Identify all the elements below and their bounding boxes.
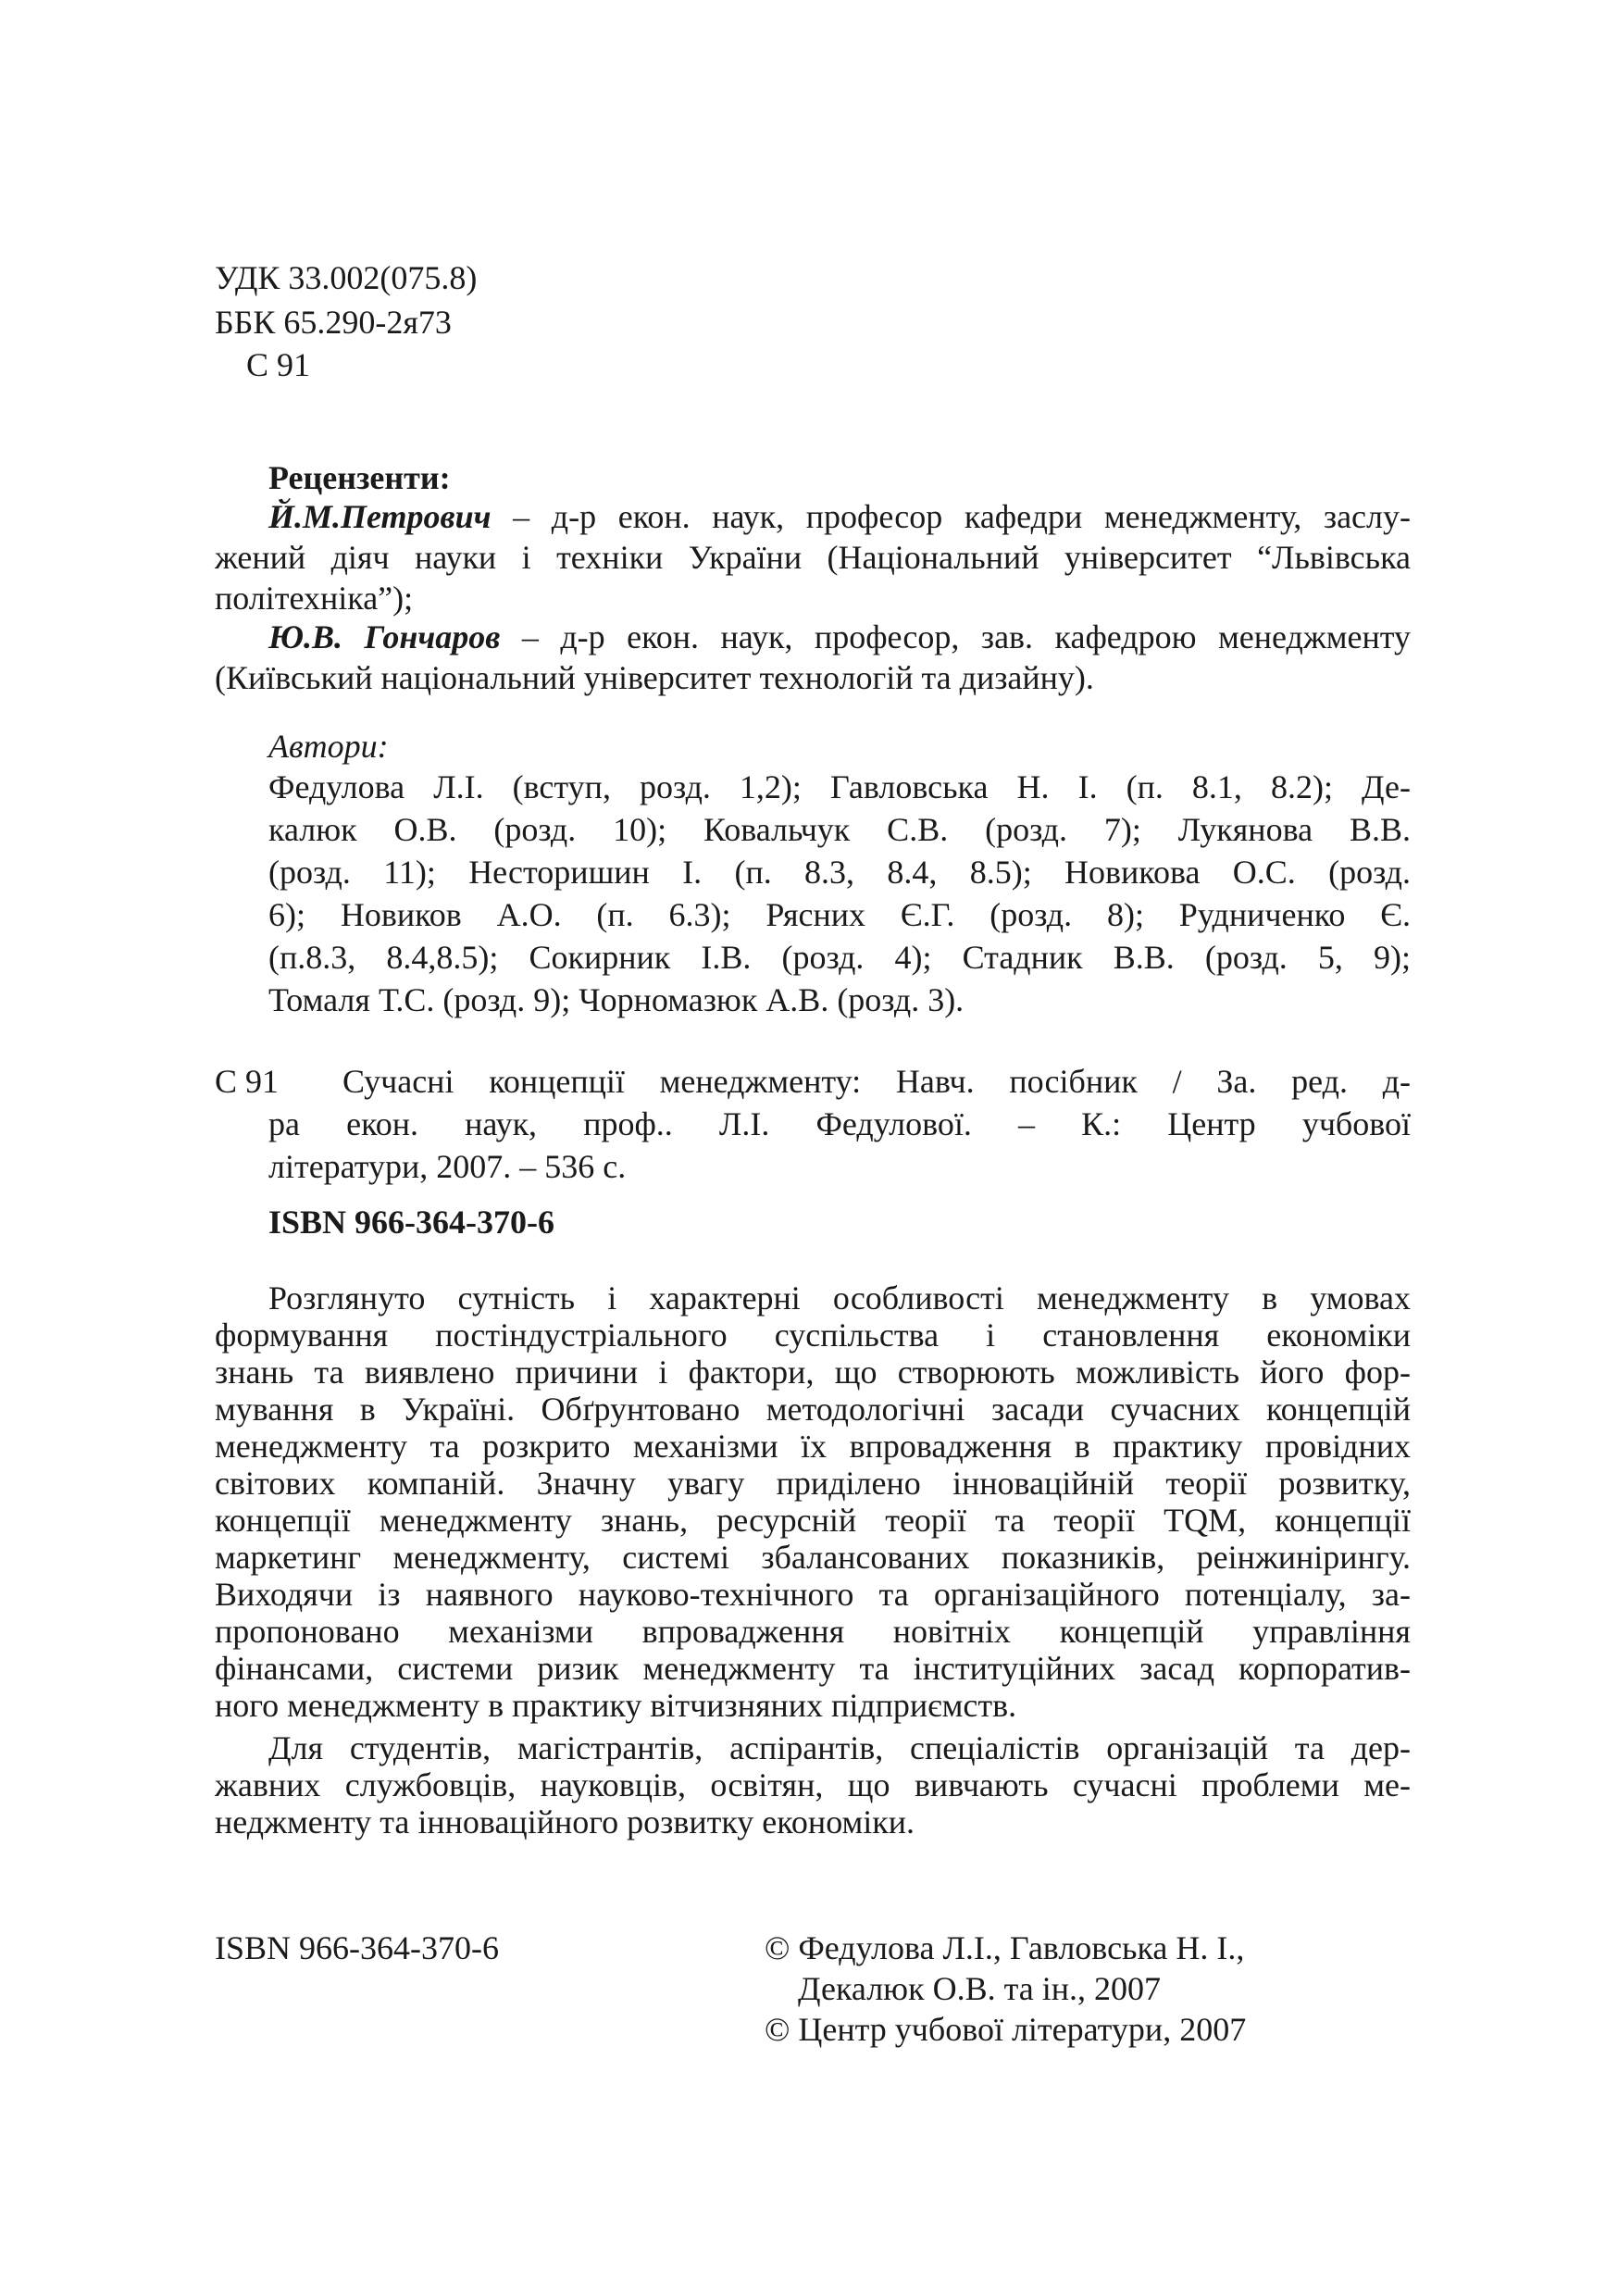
annotation-p1-line-11: фінансами, системи ризик менеджменту та інституційних засад корпоратив- [215,1650,1411,1687]
annotation-p1-line-10: пропоновано механізми впровадження новітніх концепцій управління [215,1613,1411,1650]
annotation-p1-line-6: світових компаній. Значну увагу приділено інноваційній теорії розвитку, [215,1465,1411,1502]
reviewer-1-name: Й.М.Петрович [268,498,492,535]
catalog-mark: С 91 [215,1063,280,1100]
reviewer-1-line2: жений діяч науки і техніки України (Національний університет “Львівська [215,539,1411,576]
authors-line-2: калюк О.В. (розд. 10); Ковальчук С.В. (розд. 7); Лукянова В.В. [268,811,1411,848]
annotation-p2-line-1: Для студентів, магістрантів, аспірантів, спеціалістів організацій та дер- [268,1729,1411,1766]
reviewer-2-line2: (Київський національний університет технологій та дизайну). [215,659,1094,696]
reviewer-1-desc: – д-р екон. наук, професор кафедри менеджменту, заслу- [491,498,1411,535]
authors-line-1: Федулова Л.І. (вступ, розд. 1,2); Гавловська Н. І. (п. 8.1, 8.2); Де- [268,768,1411,805]
annotation-p1-line-9: Виходячи із наявного науково-технічного та організаційного потенціалу, за- [215,1576,1411,1613]
annotation-p1-line-8: маркетинг менеджменту, системі збалансованих показників, реінжинірингу. [215,1539,1411,1576]
annotation-p1-line-5: менеджменту та розкрито механізми їх впровадження в практику провідних [215,1428,1411,1465]
bbk-code: ББК 65.290-2я73 [215,304,452,341]
authors-line-3: (розд. 11); Несторишин І. (п. 8.3, 8.4, 8.5); Новикова О.С. (розд. [268,854,1411,891]
annotation-p1-line-12: ного менеджменту в практику вітчизняних підприємств. [215,1687,1017,1724]
authors-line-6: Томаля Т.С. (розд. 9); Чорномазюк А.В. (розд. 3). [268,981,965,1018]
catalog-line-1: Сучасні концепції менеджменту: Навч. посібник / За. ред. д- [342,1063,1411,1100]
reviewer-2-line1 [268,615,1411,659]
reviewers-heading: Рецензенти: [268,459,451,496]
authors-line-4: 6); Новиков А.О. (п. 6.3); Рясних Є.Г. (розд. 8); Рудниченко Є. [268,896,1411,933]
authors-heading: Автори: [268,728,389,765]
annotation-p2-line-3: неджменту та інноваційного розвитку економіки. [215,1803,915,1841]
catalog-line-3: літератури, 2007. – 536 с. [268,1148,627,1185]
reviewer-1-line1 [268,494,1411,539]
copyright-publisher: © Центр учбової літератури, 2007 [765,2011,1247,2048]
annotation-p1-line-1: Розглянуто сутність і характерні особливості менеджменту в умовах [268,1279,1411,1316]
copyright-authors-line2: Декалюк О.В. та ін., 2007 [798,1970,1161,2007]
catalog-isbn: ISBN 966-364-370-6 [268,1204,555,1241]
annotation-p1-line-4: мування в Україні. Обґрунтовано методологічні засади сучасних концепцій [215,1391,1411,1428]
footer-isbn: ISBN 966-364-370-6 [215,1929,499,1966]
copyright-authors-line1: © Федулова Л.І., Гавловська Н. І., [765,1929,1245,1966]
annotation-p1-line-3: знань та виявлено причини і фактори, що створюють можливість його фор- [215,1354,1411,1391]
author-mark: С 91 [246,346,311,383]
annotation-p2-line-2: жавних службовців, науковців, освітян, що вивчають сучасні проблеми ме- [215,1766,1411,1803]
reviewer-2-name: Ю.В. Гончаров [268,618,501,655]
catalog-line-2: ра екон. наук, проф.. Л.І. Федулової. – К.: Центр учбової [268,1105,1411,1142]
authors-line-5: (п.8.3, 8.4,8.5); Сокирник І.В. (розд. 4); Стадник В.В. (розд. 5, 9); [268,939,1411,976]
reviewer-2-desc: – д-р екон. наук, професор, зав. кафедрою менеджменту [500,618,1411,655]
reviewer-1-line3: політехніка”); [215,580,414,617]
annotation-p1-line-2: формування постіндустріального суспільства і становлення економіки [215,1316,1411,1354]
udk-code: УДК 33.002(075.8) [215,259,478,296]
annotation-p1-line-7: концепції менеджменту знань, ресурсній теорії та теорії TQM, концепції [215,1502,1411,1539]
